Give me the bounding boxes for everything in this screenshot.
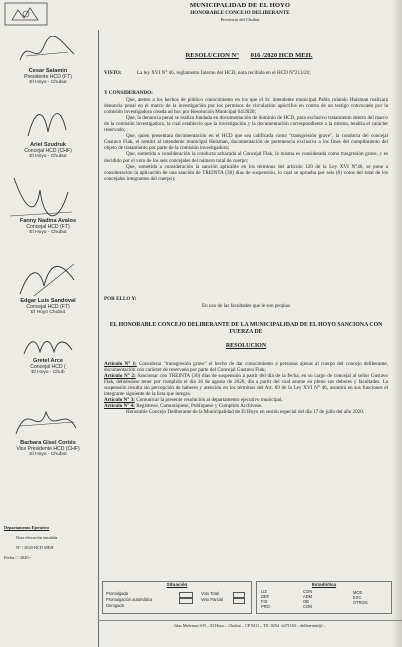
considerando-section: Y CONSIDERANDO: Que, atento a los hechos de público conocimiento en los que el Sr. intendente municipal Pablo rolando Huisman realizara denuncia penal en el marco de la investigación por los permisos de circulación apócrifos en contra de un testigo convocado por la comisión investigadora creada ad hoc por Resolución Municipal 04/2020; Que, la denuncia penal se realiza fundada en documentación de dominio de HCD, para exclusivo tratamiento dentro del marco de la comisión investigadora, la cual estableció que la investigación y la documentación correspondiente a la misma, tendría el carácter reservado; Que, quien presentara documentación en el HCD que sea calificada como "transgresión grave", la conducta del concejal Gustavo Flak, el remitir al intendente municipal Huisman, documentación de pertenencia exclusiva a los fines del cumplimiento del objeto de tratamiento por parte de la comisión investigadora; Que, sometida a consideración la conducta achacada al Concejal Flak, la misma es considerada como trasgresión grave, y es decidido por el voto de los seis concejales del número total de cuerpo; Que, sometida a consideración la sanción aplicable en los términos del artículo 120 de la Ley XVI N°46, se pone a consideración la aplicación de una sanción de TREINTA (30) días de suspensión, lo cual se aprueba por seis (6) votos del total de los concejales integrantes del cuerpo);	[104, 90, 388, 182]
signatory-block: Ariel Szudruk Concejal HCD (CHF) El Hoyo - Chubut	[24, 142, 72, 160]
situacion-checkbox	[179, 598, 193, 604]
signatory-block: Barbara Gisel Cortés Vice Presidente HCD (CHF) El Hoyo - Chubut	[16, 440, 80, 458]
estadistica-box: Estadística LIZ DEF FIS PRO CON ADM OB CON MCE EXC OTROS	[256, 581, 392, 614]
footer-address: Islas Malvinas S/N – El Hoyo – Chubut – CP 9211 – TE: 0294 -4471163 – deliberante@...	[98, 620, 402, 628]
province-name: Provincia del Chubut	[220, 17, 260, 22]
signatory-block: Cesar Salamin Presidente HCD (FT) El Hoyo - Chubut	[24, 68, 72, 86]
situacion-checkboxes	[177, 592, 193, 604]
resolution-number: RESOLUCION N° 016 /2020 HCD MEH.	[185, 52, 313, 59]
signature-scribble-2	[22, 102, 72, 142]
articles-section	[104, 361, 388, 415]
municipal-seal-icon	[4, 2, 48, 26]
article-1: Artículo N° 1: Considerar "transgresión grave" el hecho de dar conocimiento a personas ajenas al cuerpo del concejo deliberante, documentación con carácter de reservada por parte del Concejal Gustavo Flak;	[104, 361, 388, 374]
signatory-block: Fanny Nadina Avalos Concejal HCD (FT) El Hoyo - Chubut	[19, 218, 77, 236]
executive-department-box: Departamento Ejecutivo Nota elevación remitida N° / 2020 HCD MEH Fecha / / 2020.-	[4, 525, 58, 560]
signature-scribble-6	[10, 398, 82, 444]
page-edge-shadow	[392, 0, 402, 647]
article-2: Artículo N° 2: Sancionar con TREINTA (30) días de suspensión a partir del día de la fecha, en su cargo de concejal al señor Gustavo Flak, debiéndose tener por cumplida el día 16 de agosto de 2020, día a partir del cual asume en pleno sus deberes y facultades. La suspensión resulta sin percepción de haberes y atención en los términos del Art. 69 de la Ley XVI N° 46, asumirá en sus funciones el integrante siguiente de la lista que integra.	[104, 373, 388, 398]
signatory-block: Gretel Arce Concejal HCD ( El Hoyo - Chub	[30, 358, 66, 376]
letterhead	[130, 2, 350, 22]
signature-scribble-5	[20, 332, 76, 360]
session-note: Honorable Concejo Deliberante de la Municipalidad de El Hoyo en sesión especial del día 17 de julio del año 2020.	[126, 409, 365, 416]
por-ello-section: POR ELLO Y: En uso de las facultades que le son propias	[104, 296, 290, 310]
situacion-box: Situación Promulgada Promulgación automática Derogada Voto Total Veto Parcial	[102, 581, 252, 614]
article-3: Artículo N° 3: Comunicar la presente resolución al departamento ejecutivo municipal,	[104, 397, 283, 404]
signature-scribble-1	[16, 36, 78, 66]
signatory-block: Edgar Luis Sandoval Concejal HCD (FT) El Hoyo Chubut	[20, 298, 76, 316]
sanciona-heading: EL HONORABLE CONCEJO DELIBERANTE DE LA MUNICIPALIDAD DE EL HOYO SANCIONA CON FUERZA DE	[109, 322, 383, 335]
signature-scribble-4	[14, 256, 80, 302]
visto-section: VISTO: La ley XVI N° 46, reglamento Interno del HCD, nota recibida en el HCD N°213/20;	[104, 70, 311, 76]
resolucion-heading: RESOLUCION	[225, 343, 267, 349]
council-name: HONORABLE CONCEJO DELIBERANTE	[190, 10, 290, 16]
vote-checkbox	[233, 598, 245, 604]
municipality-name: MUNICIPALIDAD DE EL HOYO	[189, 2, 291, 9]
article-4: Artículo N° 4: Regístrese, Comuníquese, Publíquese y Cumplido Archívese.	[104, 403, 263, 410]
